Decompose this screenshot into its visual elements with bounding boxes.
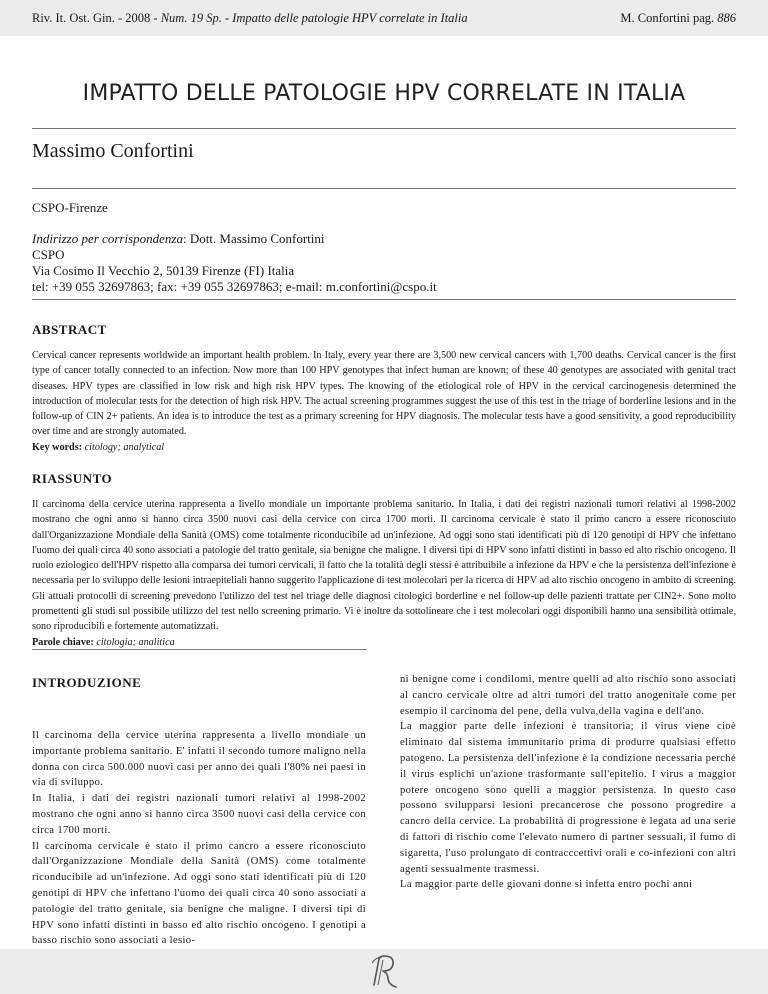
correspondence-line bbox=[32, 231, 437, 247]
abstract-body bbox=[32, 348, 736, 455]
keywords-label: Key words: bbox=[32, 441, 83, 453]
paragraph: La maggior parte delle infezioni è transitoria; il virus viene cioè eliminato dal sistema immunitario prima di produrre qualsiasi effetto patogeno. La persistenza dell'infezione è la condizione necessaria perché il virus esplichi un'azione trasformante sull'epitelio. I virus a maggior potere oncogeno sono quelli a maggior persistenza. In questo caso possono svilupparsi lesioni precancerose che possono progredire a cancro della cervice. La probabilità di progressione è legata ad una serie di fattori di rischio come l'elevato numero di partner sessuali, il fumo di sigaretta, l'uso prolungato di contracccettivi orali e co-infezioni con altri agenti sessualmente trasmessi. bbox=[400, 721, 736, 875]
journal-r-logo-icon bbox=[366, 951, 402, 991]
header-journal-year: Riv. It. Ost. Gin. - 2008 - bbox=[32, 11, 161, 25]
author-name: Massimo Confortini bbox=[32, 140, 194, 162]
divider bbox=[32, 299, 736, 300]
paragraph: La maggior parte delle giovani donne si infetta entro pochi anni bbox=[400, 879, 693, 891]
affiliation: CSPO-Firenze bbox=[32, 200, 108, 215]
paragraph: Il carcinoma della cervice uterina rappresenta a livello mondiale un importante problema sanitario. E' infatti il secondo tumore maligno nella donna con circa 500.000 nuovi casi per anno dei quali l'80% nei paesi in via di sviluppo. bbox=[32, 730, 367, 789]
introduzione-heading: INTRODUZIONE bbox=[32, 675, 142, 690]
correspondence-label: Indirizzo per corrispondenza bbox=[32, 231, 183, 246]
divider bbox=[32, 128, 736, 129]
divider bbox=[32, 188, 736, 189]
riassunto-heading: RIASSUNTO bbox=[32, 471, 113, 486]
paragraph: Il carcinoma cervicale è stato il primo cancro a essere riconosciuto dall'Organizzazione Mondiale della Sanità (OMS) come totalmente riconducibile ad un'infezione. Ad oggi sono stati identificati più di 120 genotipi di HPV che infettano l'uomo dei quali circa 40 sono associati a patologie del tratto genitale, sia benigne che maligne. I diversi tipi di HPV sono infatti distinti in basso ed alto rischio oncogeno. I genotipi a basso rischio sono associati a lesio- bbox=[32, 840, 366, 947]
abstract-heading: ABSTRACT bbox=[32, 322, 107, 337]
parole-chiave-label: Parole chiave: bbox=[32, 636, 94, 648]
running-header bbox=[0, 0, 768, 36]
header-journal bbox=[32, 11, 468, 26]
correspondence-contacts: tel: +39 055 32697863; fax: +39 055 32697863; e-mail: m.confortini@cspo.it bbox=[32, 279, 437, 294]
paragraph: In Italia, i dati dei registri nazionali tumori relativi al 1998-2002 mostrano che ogni anno si hanno circa 3500 nuovi casi della cervice con circa 1700 morti. bbox=[32, 793, 366, 836]
parole-chiave-value: citologia; analitica bbox=[93, 636, 175, 648]
header-page-number: 886 bbox=[717, 11, 736, 25]
correspondence-name: : Dott. Massimo Confortini bbox=[182, 231, 325, 246]
abstract-keywords bbox=[32, 440, 736, 455]
header-issue: Num. 19 Sp. - Impatto delle patologie HPV correlate in Italia bbox=[160, 11, 468, 25]
abstract-text: Cervical cancer represents worldwide an important health problem. In Italy, every year there are 3,500 new cervical cancers with 1,700 deaths. Cervical cancer is the first type of cancer totally connected to an infection. Now more than 100 HPV genotypes that infect human are known; of these 40 genotypes are associated with genital tract diseases. HPV types are classified in low risk and high risk HPV types. The knowing of the etiological role of HPV in the cervical carcinogenesis determined the introduction of molecular tests for the detection of high risk HPV. The actual screening programmes suggest the use of this test in the triage of borderline lesions and in the follow-up of CIN 2+ patients. An idea is to introduce the test as a primary screening for HPV diagnosis. The molecular tests have a good sensitivity, a good reproducibility over time and are strongly automated. bbox=[32, 350, 736, 438]
divider bbox=[32, 649, 367, 650]
riassunto-keywords bbox=[32, 635, 736, 650]
paragraph: ni benigne come i condilomi, mentre quelli ad alto rischio sono associati al cancro cervicale oltre ad altri tumori del tratto anogenitale come per esempio il carcinoma del pene, della vulva,della vagina e dell'ano. bbox=[400, 674, 736, 717]
left-column bbox=[32, 728, 366, 949]
riassunto-text: Il carcinoma della cervice uterina rappresenta a livello mondiale un importante problema sanitario. In Italia, i dati dei registri nazionali tumori relativi al 1998-2002 mostrano che ogni anno si hanno circa 3500 nuovi casi della cervice con circa 1700 morti. Il carcinoma cervicale è stato il primo cancro a essere riconosciuto dall'Organizzazione Mondiale della Sanità (OMS) come totalmente riconducibile ad un'infezione. Ad oggi sono stati identificati più di 120 genotipi di HPV che infettano l'uomo dei quali circa 40 sono associati a patologie del tratto genitale, sia benigne che maligne. I diversi tipi di HPV sono infatti distinti in basso ed alto rischio oncogeno. Il ruolo eziologico dell'HPV rispetto alla comparsa dei tumori cervicali, il fatto che la totalità degli stessi è attribuibile a infezione da HPV e che la persistenza dell'infezione è necessaria per lo sviluppo delle lesioni intraepiteliali hanno suggerito l'applicazione di test molecolari per la ricerca di HPV ad alto rischio oncogeno in ambito di screening. Gli attuali protocolli di screening prevedono l'utilizzo del test nel triage delle diagnosi citologici borderline e nel follow-up delle pazienti trattate per CIN2+. Sono molto promettenti gli studi sul possibile utilizzo del test nello screening primario. Vi è inoltre da sottolineare che i test molecolari oggi disponibili hanno una sensibilità ottimale, sono riproducibili e fortemente automatizzati. bbox=[32, 499, 736, 633]
keywords-value: citology; analytical bbox=[82, 441, 165, 453]
header-author-page: M. Confortini pag. bbox=[620, 11, 718, 25]
correspondence-institute: CSPO bbox=[32, 247, 65, 262]
header-page bbox=[620, 11, 736, 26]
correspondence-block bbox=[32, 231, 437, 295]
article-title: IMPATTO DELLE PATOLOGIE HPV CORRELATE IN ITALIA bbox=[82, 81, 686, 106]
riassunto-body bbox=[32, 497, 736, 650]
correspondence-address: Via Cosimo Il Vecchio 2, 50139 Firenze (FI) Italia bbox=[32, 263, 295, 278]
right-column bbox=[400, 672, 736, 893]
